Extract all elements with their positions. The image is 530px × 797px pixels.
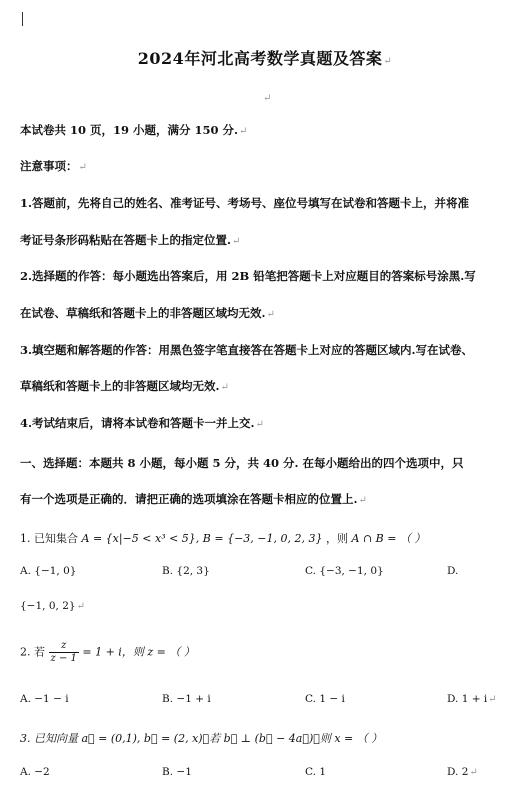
empty-paragraph <box>262 86 271 105</box>
paragraph-mark-icon: ↵ <box>358 495 367 506</box>
question-2-ask: z = （ ） <box>147 645 195 659</box>
notice-line-2: 考证号条形码粘贴在答题卡上的指定位置.↵ <box>20 233 241 247</box>
q3-option-c: C. 1 <box>305 766 327 778</box>
paragraph-mark-icon: ↵ <box>220 382 229 393</box>
intro-line: 本试卷共 10 页，19 小题，满分 150 分.↵ <box>20 123 248 137</box>
paragraph-mark-icon: ↵ <box>76 601 85 612</box>
paragraph-mark-icon: ↵ <box>266 309 275 320</box>
q1-option-d: D. <box>447 565 459 577</box>
question-3: 3. 已知向量 a⃗ = (0,1), b⃗ = (2, x)，若 b⃗ ⊥ (b⃗ − 4a⃗)，则 x = （ ） <box>20 732 383 745</box>
question-2: 2. 若 $\frac{z}{z - 1}$ = 1 + i，则 z = （ ） <box>20 640 195 664</box>
notice-line-5: 3.填空题和解答题的作答：用黑色签字笔直接答在答题卡上对应的答题区域内.写在试卷、 <box>20 343 474 357</box>
q2-option-d: D. 1 + i↵ <box>447 693 497 705</box>
q3-option-a: A. −2 <box>20 766 50 778</box>
text-cursor <box>22 12 23 26</box>
question-1-ask: A ∩ B = （ ） <box>351 532 426 545</box>
q2-option-c: C. 1 − i <box>305 693 345 705</box>
notice-line-7: 4.考试结束后，请将本试卷和答题卡一并上交.↵ <box>20 416 264 430</box>
notice-heading: 注意事项：↵ <box>20 159 87 173</box>
section-heading-line-1: 一、选择题：本题共 8 小题，每小题 5 分，共 40 分. 在每小题给出的四个选项中，只 <box>20 456 464 470</box>
q2-option-b: B. −1 + i <box>162 693 211 705</box>
paragraph-mark-icon: ↵ <box>255 419 264 430</box>
notice-line-6: 草稿纸和答题卡上的非答题区域均无效.↵ <box>20 379 229 393</box>
page-title <box>0 46 530 69</box>
notice-line-3: 2.选择题的作答：每小题选出答案后，用 2B 铅笔把答题卡上对应题目的答案标号涂黑.写 <box>20 269 476 283</box>
title-text: 2024年河北高考数学真题及答案 <box>137 49 383 68</box>
question-1: 1. 已知集合 A = {x|−5 < x³ < 5}, B = {−3, −1, 0, 2, 3} ，则 A ∩ B = （ ） <box>20 532 426 545</box>
q1-option-d-value: {−1, 0, 2}↵ <box>20 600 85 612</box>
notice-line-1: 1.答题前，先将自己的姓名、准考证号、考场号、座位号填写在试卷和答题卡上，并将准 <box>20 196 470 210</box>
paragraph-mark-icon: ↵ <box>469 767 478 778</box>
q1-option-a: A. {−1, 0} <box>20 565 77 577</box>
paragraph-mark-icon: ↵ <box>78 162 87 173</box>
paragraph-mark-icon: ↵ <box>239 126 248 137</box>
paragraph-mark-icon: ↵ <box>263 93 272 104</box>
q2-option-a: A. −1 − i <box>20 693 69 705</box>
paragraph-mark-icon: ↵ <box>488 694 497 705</box>
q3-option-b: B. −1 <box>162 766 192 778</box>
paragraph-mark-icon: ↵ <box>232 236 241 247</box>
set-expression: A = {x|−5 < x³ < 5}, B = {−3, −1, 0, 2, 3} <box>81 532 323 545</box>
q1-option-b: B. {2, 3} <box>162 565 210 577</box>
fraction: $\frac{z}{z - 1}$ <box>50 640 77 664</box>
section-heading-line-2: 有一个选项是正确的．请把正确的选项填涂在答题卡相应的位置上.↵ <box>20 492 367 506</box>
notice-line-4: 在试卷、草稿纸和答题卡上的非答题区域均无效.↵ <box>20 306 275 320</box>
paragraph-mark-icon: ↵ <box>383 56 393 67</box>
q1-option-c: C. {−3, −1, 0} <box>305 565 384 577</box>
q3-option-d: D. 2↵ <box>447 766 478 778</box>
